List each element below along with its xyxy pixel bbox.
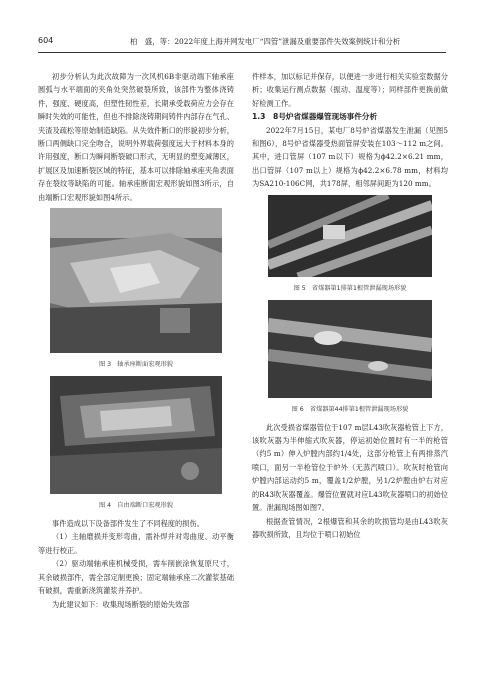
- running-title: 柏 盛，等：2022年度上海并网发电厂“四管”泄漏及重要部件失效案例统计和分析: [130, 37, 401, 46]
- figure-4-caption: 图 4 自由端断口宏观形貌: [99, 502, 173, 510]
- list-item: （2）驱动端轴承座机械受损，需车削嵌涂恢复原尺寸，其余破损部件，需全部定制更换；固定端轴承座二次灌浆基础有破损，需重新浇筑灌浆并养护。: [38, 559, 234, 596]
- page-header: [38, 36, 446, 50]
- list-item: （1）主轴磨损并变形弯曲，需补焊并对弯曲度、动平衡等进行校正。: [38, 532, 234, 555]
- body-paragraph: 2022年7月15日，某电厂8号炉省煤器发生泄漏（见图5和图6），8号炉省煤器受热面管屏安装在103～112 m之间。其中，进口管屏（107 m以下）规格为ϕ42.2×6.21 mm，出口管屏（107 m以上）规格为ϕ42.2×6.78 mm，材料均为SA210-106C网，共178屏，相邻屏间距为120 mm。: [252, 125, 448, 189]
- body-paragraph: 事件造成以下设备部件发生了不同程度的损伤。: [52, 519, 204, 529]
- figure-5-economizer-leak-photo: [268, 195, 432, 277]
- photo-graphic: [268, 195, 432, 277]
- photo-graphic: [50, 208, 222, 353]
- header-rule: [38, 52, 446, 53]
- figure-5-caption: 图 5 省煤器第1排第1根管泄漏现场形貌: [293, 284, 407, 292]
- figure-4-free-end-fracture-photo: [50, 376, 222, 494]
- page-number: 604: [38, 36, 54, 45]
- figure-6-caption: 图 6 省煤器第44排第1根管泄漏现场形貌: [291, 405, 409, 413]
- figure-3-caption: 图 3 轴承座断面宏观形貌: [99, 361, 173, 369]
- section-heading: 1.3 8号炉省煤器爆管现场事件分析: [252, 112, 378, 122]
- body-paragraph: 为此建议如下：收集现场断裂的原始失效部: [52, 599, 190, 609]
- body-paragraph: 初步分析认为此次故障为一次风机6B非驱动端下轴承座圆弧与水平端面的夹角处突然破裂所致，该部件为整体浇铸件，强度、硬度高，但塑性韧性差，长期承受载荷应力会存在瞬时失效的可能性，但也不排除浇铸期间铸件内部存在气孔、夹渣及疏松等原始制造缺陷。从失效件断口的形貌初步分析，断口两侧缺口完全吻合，说明外界载荷强度远大于材料本身的许用强度，断口为瞬间断裂破口形式，无明显的塑变减薄区，扩展区及加速断裂区域的特征，基本可以排除轴承座夹角表面存在裂纹等缺陷的可能。轴承座断面宏观形貌如图3所示，自由端断口宏观形貌如图4所示。: [38, 72, 234, 202]
- photo-graphic: [268, 300, 432, 398]
- body-paragraph: 根据查管情况，2根爆管和其余的吹损管均是由L43吹灰器吹损所致，且均位于喷口初始位: [252, 516, 448, 539]
- figure-6-economizer-leak-photo: [268, 300, 432, 398]
- figure-3-bearing-fracture-photo: [50, 208, 222, 353]
- body-paragraph: 此次受损省煤器管位于107 m层L43吹灰器枪管上下方，该吹灰器为半伸缩式吹灰器，停运初始位置时有一半的枪管（约5 m）伸入炉膛内部约1/4处，这部分枪管上有两排蒸汽喷口，面另一半枪管位于炉外（无蒸汽喷口）。吹灰时枪管向炉膛内部运动约5 m，覆盖1/2炉膛，另1/2炉膛由炉右对应的R43吹灰器覆盖。爆管位置就对应L43吹灰器喷口的初始位置。泄漏现场图如图7。: [252, 422, 448, 513]
- body-paragraph: 件样本，加以标记并保存，以便进一步进行相关实验室数据分析；收集运行测点数据（振动、温度等）；同样部件更换前做好检测工作。: [252, 72, 448, 108]
- photo-graphic: [50, 376, 222, 494]
- left-column: [38, 70, 234, 611]
- right-column: [252, 70, 448, 541]
